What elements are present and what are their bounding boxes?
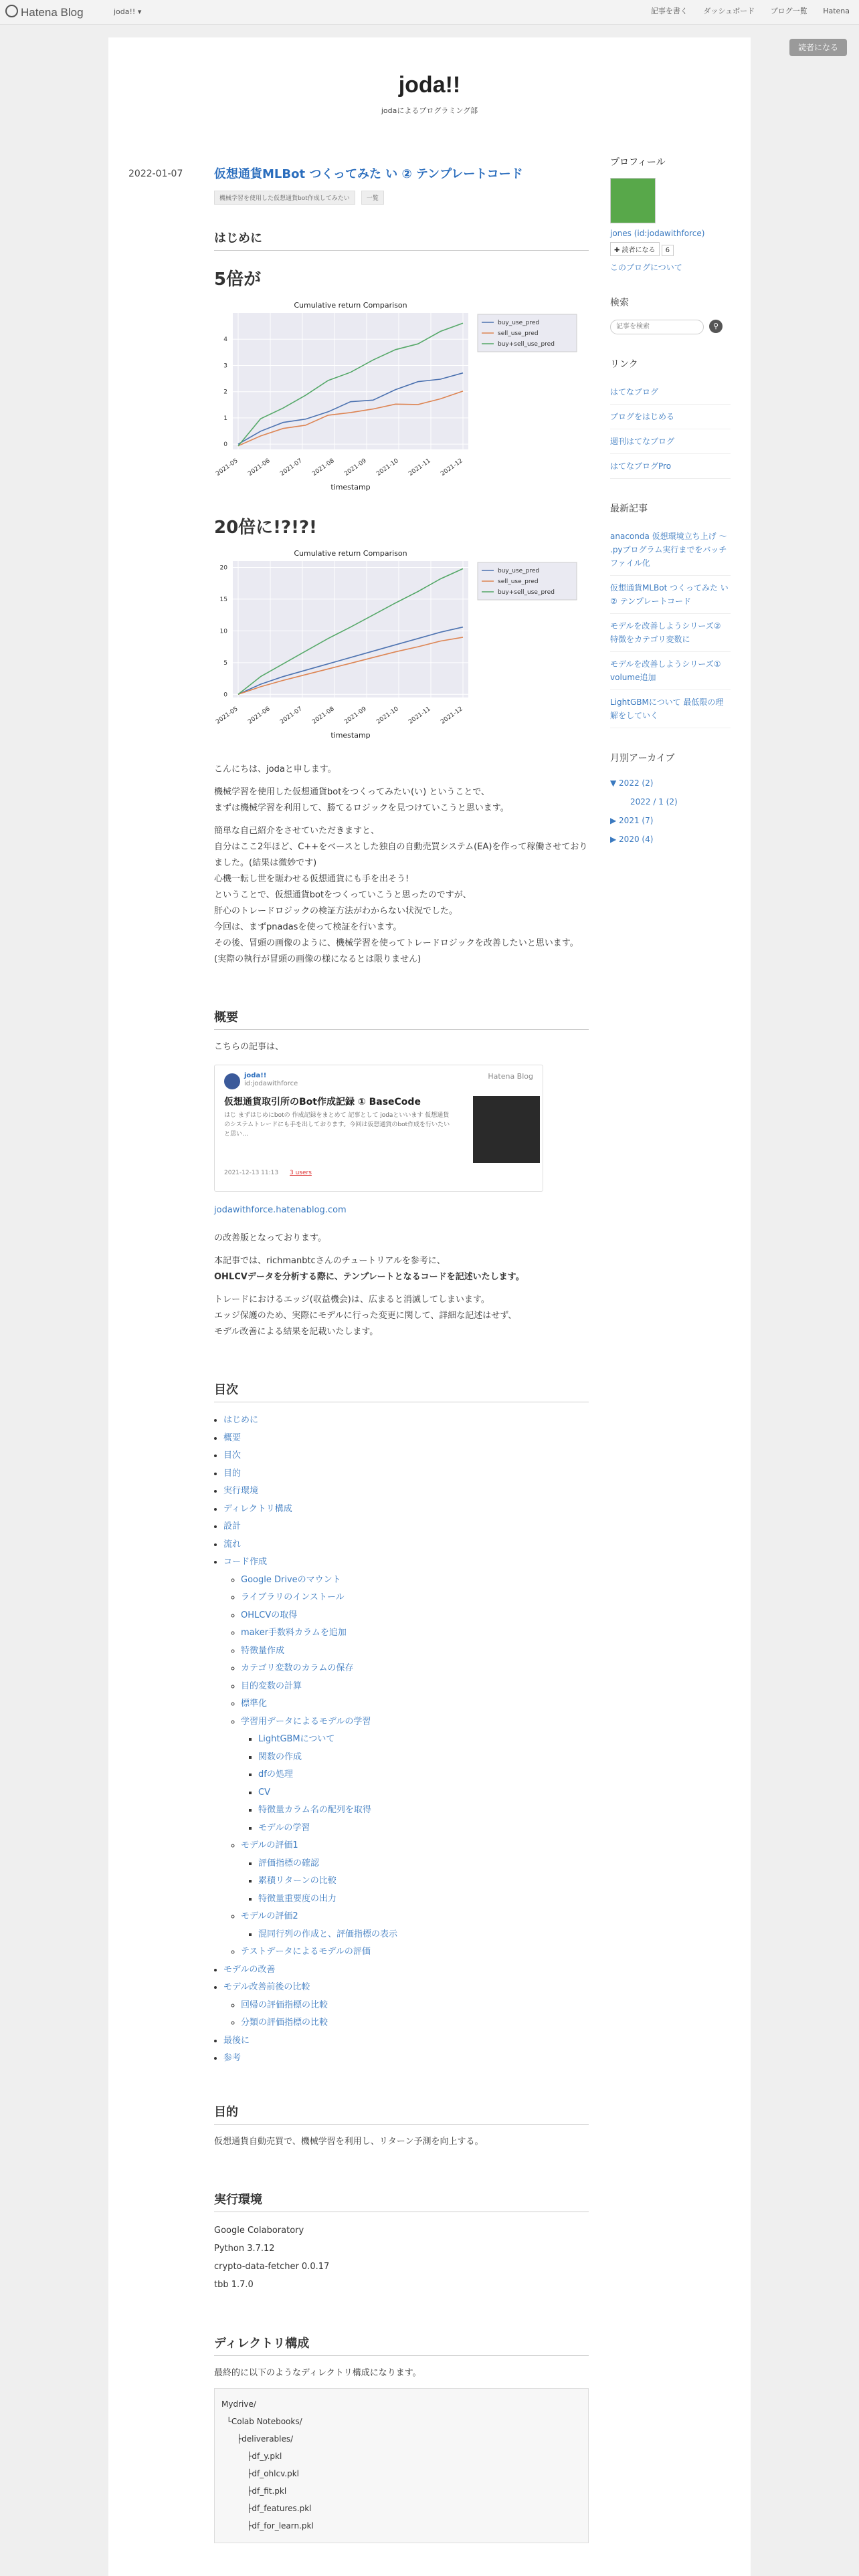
toc-sublist [241, 1855, 589, 1909]
toc-item [241, 2014, 589, 2032]
section-heading: 目的 [214, 2103, 589, 2125]
embedded-blog-card[interactable] [214, 1065, 543, 1192]
y-tick-label: 0 [223, 691, 227, 699]
paragraph: こんにちは、jodaと申します。 [214, 764, 337, 774]
archive-year[interactable]: 2020 (4) [619, 835, 654, 844]
toc-item [241, 1607, 589, 1625]
plot-area [233, 561, 468, 697]
legend-label: buy_use_pred [498, 320, 540, 326]
recent-post-link[interactable]: LightGBMについて 最低限の理解をしていく [610, 697, 724, 720]
toc-link[interactable]: モデルの評価1 [241, 1840, 298, 1850]
toc-link[interactable]: LightGBMについて [258, 1734, 335, 1744]
plot-area [233, 313, 468, 449]
toc-link[interactable]: 混同行列の作成と、評価指標の表示 [258, 1929, 398, 1939]
toc-link[interactable]: モデルの評価2 [241, 1911, 298, 1921]
search-icon[interactable]: ⚲ [709, 320, 723, 333]
recent-post-link[interactable]: 仮想通貨MLBot つくってみた い ② テンプレートコード [610, 583, 729, 606]
toc-item [241, 1908, 589, 1943]
toc-item [258, 1820, 589, 1838]
toc-link[interactable]: 特徴量カラム名の配列を取得 [258, 1805, 371, 1815]
dashboard-link[interactable]: ダッシュボード [703, 7, 755, 15]
toc-link[interactable]: 特徴量重要度の出力 [258, 1893, 337, 1904]
entry-categories [214, 190, 589, 205]
toc-link[interactable]: CV [258, 1787, 270, 1798]
toc-link[interactable]: maker手数料カラムを追加 [241, 1628, 347, 1638]
directory-tree: Mydrive/ └Colab Notebooks/ ├deliverables/ ├df_y.pkl ├df_ohlcv.pkl ├df_fit.pkl ├df_features.pkl ├df_for_learn.pkl [214, 2388, 589, 2543]
archive-month[interactable]: 2022 / 1 (2) [630, 797, 678, 807]
toc-link[interactable]: 実行環境 [223, 1486, 259, 1496]
blog-page [108, 37, 751, 2576]
profile-avatar[interactable] [610, 178, 656, 223]
toc-item [258, 1926, 589, 1944]
x-axis-label: timestamp [330, 731, 371, 740]
recent-posts-module [610, 502, 731, 728]
toc-item [241, 1572, 589, 1590]
module-title: プロフィール [610, 157, 666, 168]
legend-label: buy+sell_use_pred [498, 341, 555, 348]
toc-item [241, 1589, 589, 1607]
sidebar-link[interactable]: 週刊はてなブログ [610, 437, 675, 446]
sidebar [610, 155, 731, 871]
x-tick-label: 2021-12 [440, 706, 464, 726]
toc-item [223, 1979, 589, 2032]
x-tick-label: 2021-07 [279, 706, 304, 726]
toc-link[interactable]: Google Driveのマウント [241, 1574, 341, 1585]
toc-item [241, 1624, 589, 1642]
toc-sublist [223, 1997, 589, 2032]
toc-link[interactable]: 流れ [223, 1539, 242, 1549]
toc-link[interactable]: モデルの改善 [223, 1964, 276, 1975]
x-tick-label: 2021-05 [215, 457, 240, 478]
section-heading: はじめに [214, 229, 589, 251]
x-tick-label: 2021-09 [343, 706, 368, 726]
global-header [0, 0, 859, 25]
subsection-heading: 20倍に!?!?! [214, 518, 317, 538]
links-module [610, 357, 731, 479]
x-tick-label: 2021-12 [440, 457, 464, 478]
write-post-link[interactable]: 記事を書く [650, 7, 688, 15]
env-line: Google Colaboratory [214, 2225, 304, 2236]
triangle-down-icon[interactable]: ▼ [610, 778, 619, 788]
section-heading: ディレクトリ構成 [214, 2334, 589, 2356]
toc-link[interactable]: テストデータによるモデルの評価 [241, 1947, 371, 1957]
toc-link[interactable]: 累積リターンの比較 [258, 1876, 337, 1886]
legend-label: buy_use_pred [498, 568, 540, 574]
module-title: リンク [610, 359, 638, 370]
recent-post-link[interactable]: モデルを改善しようシリーズ① volume追加 [610, 659, 721, 682]
sidebar-link[interactable]: ブログをはじめる [610, 412, 675, 421]
toc-item [241, 1642, 589, 1660]
module-title: 月別アーカイブ [610, 753, 675, 764]
paragraph: 最終的に以下のようなディレクトリ構成になります。 [214, 2367, 421, 2378]
toc-link[interactable]: コード作成 [223, 1557, 268, 1567]
profile-user-id[interactable]: jones (id:jodawithforce) [610, 229, 705, 238]
blog-title[interactable]: joda!! [398, 72, 461, 98]
toc-link[interactable]: 設計 [223, 1521, 242, 1531]
toc-item [223, 1518, 589, 1536]
toc-link[interactable]: dfの処理 [258, 1769, 293, 1780]
toc-link[interactable]: 目的 [223, 1468, 242, 1479]
y-tick-label: 1 [223, 415, 227, 422]
subscribe-button[interactable]: 読者になる [789, 39, 847, 56]
toc-item [258, 1872, 589, 1891]
section-heading: 概要 [214, 1008, 589, 1030]
legend-label: buy+sell_use_pred [498, 589, 555, 596]
blog-description: jodaによるプログラミング部 [381, 106, 478, 115]
y-tick-label: 15 [219, 596, 227, 603]
toc-item [241, 1943, 589, 1961]
toc-link[interactable]: 特徴量作成 [241, 1645, 285, 1656]
toc-item [258, 1784, 589, 1802]
env-line: crypto-data-fetcher 0.0.17 [214, 2261, 330, 2272]
author-avatar [224, 1073, 240, 1089]
toc-item [258, 1749, 589, 1767]
x-tick-label: 2021-06 [247, 457, 272, 478]
toc-link[interactable]: カテゴリ変数のカラムの保存 [241, 1663, 354, 1673]
x-tick-label: 2021-08 [311, 706, 336, 726]
toc-link[interactable]: モデル改善前後の比較 [223, 1982, 310, 1992]
toc-link[interactable]: 最後に [223, 2035, 250, 2046]
module-title: 最新記事 [610, 504, 648, 514]
toc-sublist [241, 1731, 589, 1837]
legend-label: sell_use_pred [498, 578, 539, 585]
follow-button[interactable]: ✚ 読者になる [610, 242, 660, 256]
card-title[interactable]: 仮想通貨取引所のBot作成記録 ① BaseCode [224, 1097, 421, 1107]
section-heading: 実行環境 [214, 2190, 589, 2212]
y-tick-label: 3 [223, 362, 227, 370]
hatena-link[interactable]: Hatena [823, 7, 850, 15]
blog-header [108, 72, 751, 116]
card-author-id: id:jodawithforce [244, 1080, 298, 1087]
toc-item [241, 1660, 589, 1678]
cumulative-return-chart-2 [214, 546, 589, 747]
toc-item [223, 1961, 589, 1979]
toc-link[interactable]: 学習用データによるモデルの学習 [241, 1716, 371, 1727]
toc-item [223, 1430, 589, 1448]
card-link[interactable]: jodawithforce.hatenablog.com [214, 1205, 347, 1215]
x-tick-label: 2021-07 [279, 457, 304, 478]
toc-item [223, 2050, 589, 2068]
toc-item [223, 1483, 589, 1501]
toc-link[interactable]: 関数の作成 [258, 1751, 302, 1762]
archive-module [610, 751, 731, 849]
toc-item [258, 1891, 589, 1909]
chart-title: Cumulative return Comparison [294, 549, 407, 558]
paragraph: 機械学習を使用した仮想通貨botをつくってみたい(い) ということで、 まずは機械学習を利用して、勝てるロジックを見つけていこうと思います。 [214, 787, 509, 813]
toc-item [241, 1678, 589, 1696]
card-source: Hatena Blog [488, 1072, 533, 1081]
about-link[interactable]: このブログについて [610, 263, 682, 272]
archive-year[interactable]: 2021 (7) [619, 816, 654, 825]
toc-link[interactable]: 概要 [223, 1432, 242, 1443]
toc-item [241, 1997, 589, 2015]
toc-sublist [223, 1572, 589, 1961]
toc-item [223, 1536, 589, 1554]
header-links [638, 5, 850, 16]
env-line: Python 3.7.12 [214, 2243, 275, 2254]
toc-link[interactable]: 分類の評価指標の比較 [241, 2018, 328, 2028]
toc-item [223, 1412, 589, 1430]
bookmark-users[interactable]: 3 users [290, 1170, 312, 1176]
toc-link[interactable]: はじめに [223, 1415, 259, 1425]
legend-label: sell_use_pred [498, 330, 539, 337]
x-tick-label: 2021-09 [343, 457, 368, 478]
paragraph: 簡単な自己紹介をさせていただきますと、 自分はここ2年ほど、C++をベースとした独自の自動売買システム(EA)を作って稼働させておりました。(結果は微妙です) 心機一転し世を賑わせる仮想通貨にも手を出そう! ということで、仮想通貨botをつくっていこうと思ったのですが、 肝心のトレードロジックの検証方法がわからない状況でした。 今回は、まずpnadasを使って検証を行います。 その後、冒頭の画像のように、機械学習を使ってトレードロジックを改善したいと思います。 (実際の執行が冒頭の画像の様になるとは限りません) [214, 826, 588, 964]
cumulative-return-chart-1 [214, 298, 589, 499]
toc-item [241, 1837, 589, 1908]
user-menu[interactable]: joda!! ▾ [114, 7, 142, 16]
toc-link[interactable]: 回帰の評価指標の比較 [241, 2000, 328, 2010]
hatena-ring-icon [5, 5, 18, 17]
card-author[interactable]: joda!! [244, 1072, 267, 1079]
archive-year[interactable]: 2022 (2) [619, 778, 654, 788]
toc-item [241, 1713, 589, 1838]
profile-module [610, 155, 731, 273]
search-input[interactable] [610, 320, 704, 334]
recent-post-link[interactable]: anaconda 仮想環境立ち上げ ～ .pyプログラム実行までをバッチファイル化 [610, 532, 727, 568]
paragraph: 仮想通貨自動売買で、機械学習を利用し、リターン予測を向上する。 [214, 2136, 484, 2147]
toc-item [223, 1553, 589, 1961]
toc-item [223, 2032, 589, 2050]
triangle-right-icon[interactable]: ▶ [610, 835, 619, 844]
toc-link[interactable]: モデルの学習 [258, 1822, 310, 1833]
toc-item [258, 1766, 589, 1784]
toc-item [258, 1731, 589, 1749]
x-tick-label: 2021-06 [247, 706, 272, 726]
x-tick-label: 2021-05 [215, 706, 240, 726]
blog-list-link[interactable]: ブログ一覧 [770, 7, 807, 15]
toc-link[interactable]: 目次 [223, 1451, 242, 1461]
category-tag[interactable]: 一覧 [361, 191, 384, 205]
bold-paragraph: OHLCVデータを分析する際に、テンプレートとなるコードを記述いたします。 [214, 1272, 524, 1282]
category-tag[interactable]: 機械学習を使用した仮想通貨bot作成してみたい [214, 191, 355, 205]
x-tick-label: 2021-10 [375, 706, 400, 726]
sidebar-link[interactable]: はてなブログPro [610, 461, 672, 471]
paragraph: こちらの記事は、 [214, 1042, 284, 1052]
toc-link[interactable]: 評価指標の確認 [258, 1858, 320, 1868]
toc-link[interactable]: ライブラリのインストール [241, 1592, 345, 1602]
toc-sublist [241, 1926, 589, 1944]
search-module [610, 296, 731, 334]
card-date: 2021-12-13 11:13 [224, 1170, 279, 1176]
paragraph: の改善版となっております。 [214, 1233, 326, 1243]
x-tick-label: 2021-08 [311, 457, 336, 478]
y-tick-label: 20 [219, 564, 227, 572]
toc-link[interactable]: ディレクトリ構成 [223, 1503, 292, 1514]
toc-link[interactable]: 目的変数の計算 [241, 1681, 302, 1691]
hatena-blog-logo[interactable]: Hatena Blog [5, 5, 84, 19]
entry-title[interactable]: 仮想通貨MLBot つくってみた い ② テンプレートコード [214, 167, 523, 181]
entry-date[interactable]: 2022-01-07 [128, 169, 183, 179]
table-of-contents [214, 1412, 589, 2068]
toc-link[interactable]: OHLCVの取得 [241, 1610, 298, 1620]
paragraph: トレードにおけるエッジ(収益機会)は、広まると消滅してしまいます。 エッジ保護のため、実際にモデルに行った変更に関して、詳細な記述はせず、 モデル改善による結果を記載いたします。 [214, 1295, 517, 1337]
module-title: 検索 [610, 298, 629, 308]
toc-link[interactable]: 標準化 [241, 1699, 268, 1709]
card-description: はじ まずはじめにbotの 作成記録をまとめて 記事として jodaといいます 仮想通貨のシステムトレードにも手を出しております。今回は仮想通貨のbot作成を行いたいと思い… [224, 1112, 450, 1138]
toc-item [223, 1501, 589, 1519]
toc-link[interactable]: 参考 [223, 2053, 242, 2063]
subsection-heading: 5倍が [214, 270, 262, 290]
section-heading: 目次 [214, 1380, 589, 1402]
toc-item [241, 1695, 589, 1713]
y-tick-label: 10 [219, 628, 227, 635]
entry-content [214, 165, 589, 2543]
y-tick-label: 5 [223, 659, 227, 667]
toc-item [223, 1465, 589, 1483]
recent-post-link[interactable]: モデルを改善しようシリーズ② 特徴をカテゴリ変数に [610, 621, 721, 644]
y-tick-label: 4 [223, 336, 227, 344]
sidebar-link[interactable]: はてなブログ [610, 387, 659, 397]
triangle-right-icon[interactable]: ▶ [610, 816, 619, 825]
follower-count: 6 [662, 245, 674, 256]
x-tick-label: 2021-11 [407, 706, 432, 726]
toc-item [223, 1447, 589, 1465]
card-thumbnail [473, 1096, 540, 1163]
x-tick-label: 2021-11 [407, 457, 432, 478]
x-tick-label: 2021-10 [375, 457, 400, 478]
env-line: tbb 1.7.0 [214, 2279, 254, 2290]
x-axis-label: timestamp [330, 483, 371, 492]
y-tick-label: 0 [223, 441, 227, 449]
y-tick-label: 2 [223, 389, 227, 396]
toc-item [258, 1802, 589, 1820]
chart-title: Cumulative return Comparison [294, 301, 407, 310]
toc-item [258, 1855, 589, 1873]
paragraph: 本記事では、richmanbtcさんのチュートリアルを参考に、 [214, 1256, 446, 1266]
